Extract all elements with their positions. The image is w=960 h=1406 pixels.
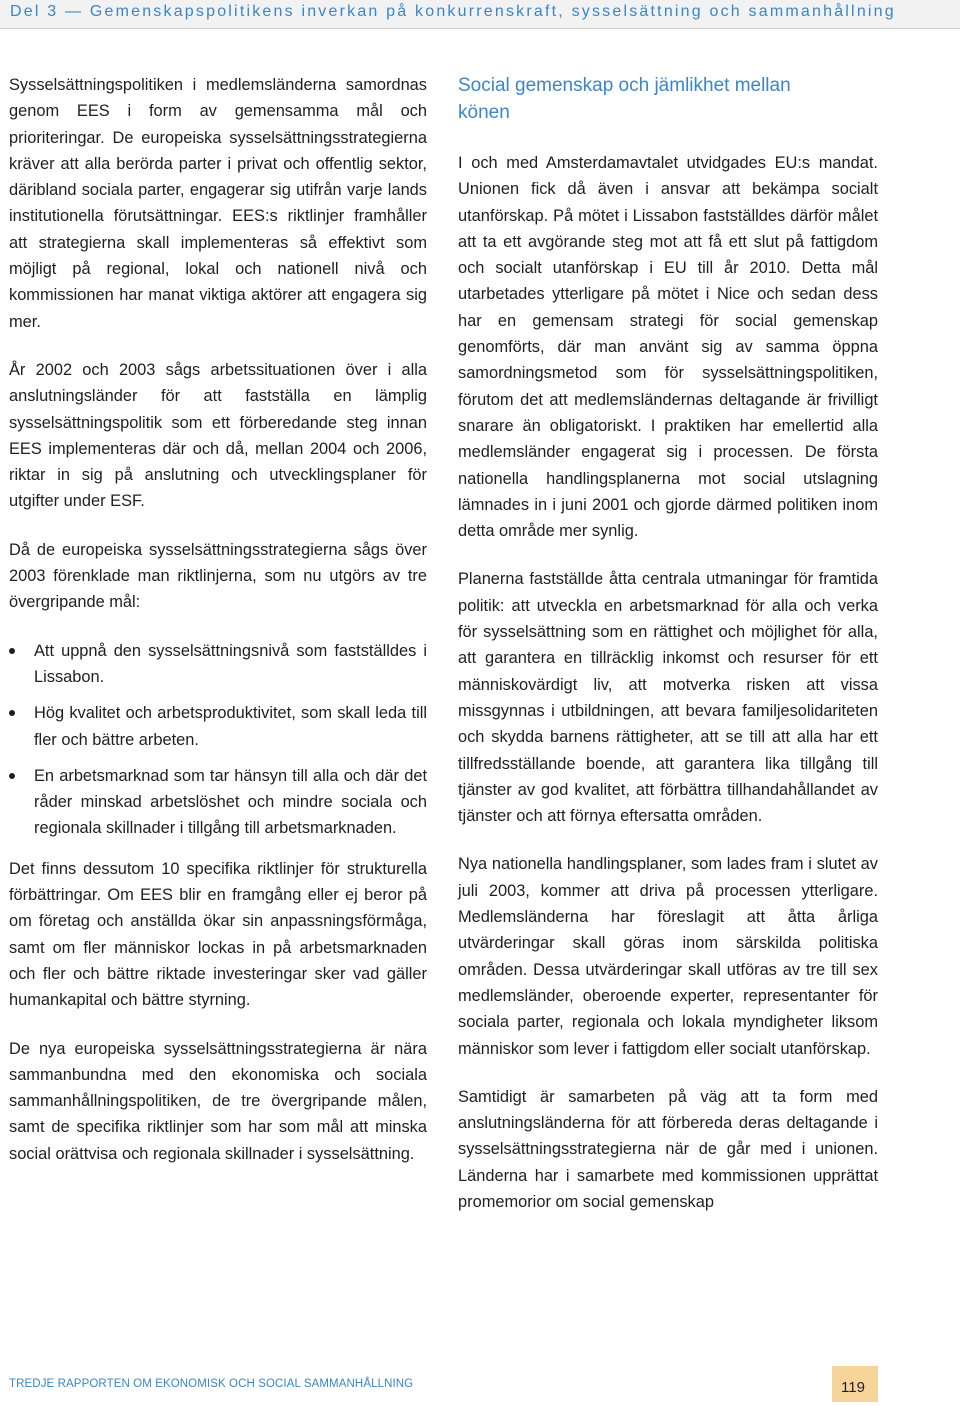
- header-divider: [0, 28, 960, 29]
- bullet-icon: [9, 710, 15, 716]
- goals-list: [9, 638, 427, 842]
- paragraph: Sysselsättningspolitiken i medlemsländerna samordnas genom EES i form av gemensamma mål och prioriteringar. De europeiska sysselsättningsstrategierna kräver att alla berörda parter i privat och offentlig sektor, däribland sociala parter, engagerar sig utifrån varje lands institutionella förutsättningar. EES:s riktlinjer framhåller att strategierna skall implementeras så effektivt som möjligt på regional, lokal och nationell nivå och kommissionen har manat viktiga aktörer att engagera sig mer.: [9, 76, 427, 331]
- paragraph: Planerna fastställde åtta centrala utmaningar för framtida politik: att utveckla en arbetsmarknad för alla och verka för sysselsättning som en rättighet och möjlighet för alla, att garantera en tillräcklig inkomst och resurser för ett människovärdigt liv, att motverka risken att vissa missgynnas i utbildningen, att bevara familjesolidariteten och skydda barnens rättigheter, att se till att alla har ett tillfredsställande boende, att garantera lika tillgång till tjänster av god kvalitet, att förbättra tillhandahållandet av tjänster och att förnya eftersatta områden.: [458, 570, 878, 826]
- bullet-icon: [9, 773, 15, 779]
- paragraph: Då de europeiska sysselsättningsstrategierna sågs över 2003 förenklade man riktlinjerna, som nu utgörs av tre övergripande mål:: [9, 540, 427, 612]
- list-item: [9, 700, 427, 753]
- bullet-icon: [9, 648, 15, 654]
- right-column: [458, 72, 878, 1215]
- page-number-badge: [832, 1366, 878, 1402]
- left-column: [9, 72, 427, 1167]
- paragraph: Samtidigt är samarbeten på väg att ta form med anslutningsländerna för att förbereda deras deltagande i sysselsättningsstrategierna när de går med i unionen. Länderna har i samarbete med kommissionen upprättat promemorior om social gemenskap: [458, 1087, 878, 1211]
- list-item: [9, 763, 427, 842]
- paragraph: Nya nationella handlingsplaner, som lades fram i slutet av juli 2003, kommer att driva på processen ytterligare. Medlemsländerna har föreslagit att åtta årliga utvärderingar skall göras inom särskilda politiska områden. Dessa utvärderingar skall utföras av tre till sex medlemsländer, oberoende experter, representanter för sociala parter, regionala och lokala myndigheter liksom människor som lever i fattigdom eller socialt utanförskap.: [458, 855, 878, 1058]
- paragraph: I och med Amsterdamavtalet utvidgades EU:s mandat. Unionen fick då även i ansvar att bekämpa socialt utanförskap. På mötet i Lissabon fastställdes därför målet att ta ett avgörande steg mot att få ett slut på fattigdom och socialt utanförskap i EU till år 2010. Detta mål utarbetades ytterligare på mötet i Nice och sedan dess har en gemensam strategi för social gemenskap genomförts, där man använt sig av samma öppna samordningsmetod som för sysselsättningspolitiken, förutom det att medlemsländernas deltagande är frivilligt snarare än obligatoriskt. I praktiken har emellertid alla medlemsländer engagerat sig i processen. De första nationella handlingsplanerna mot social utslagning lämnades in i juni 2001 och gjorde därmed politiken inom detta område mer synlig.: [458, 154, 878, 541]
- page-header: [0, 0, 960, 28]
- footer-report-title: TREDJE RAPPORTEN OM EKONOMISK OCH SOCIAL SAMMANHÅLLNING: [9, 1378, 414, 1390]
- paragraph: År 2002 och 2003 sågs arbetssituationen över i alla anslutningsländer för att fastställa en lämplig sysselsättningspolitik som ett förberedande steg innan EES implementeras där och då, mellan 2004 och 2006, riktar in sig på anslutning och utvecklingsplaner för utgifter under ESF.: [9, 360, 427, 511]
- list-item: [9, 638, 427, 691]
- goal-text: Att uppnå den sysselsättningsnivå som fastställdes i Lissabon.: [34, 641, 427, 686]
- chapter-title: Del 3 — Gemenskapspolitikens inverkan på konkurrenskraft, sysselsättning och sammanhållning: [10, 3, 896, 20]
- page-number: 119: [841, 1379, 865, 1396]
- goal-text: En arbetsmarknad som tar hänsyn till alla och där det råder minskad arbetslöshet och mindre sociala och regionala skillnader i tillgång till arbetsmarknaden.: [34, 766, 427, 838]
- goal-text: Hög kvalitet och arbetsproduktivitet, som skall leda till fler och bättre arbeten.: [34, 704, 427, 749]
- paragraph: De nya europeiska sysselsättningsstrategierna är nära sammanbundna med den ekonomiska och sociala sammanhållningspolitiken, de tre övergripande målen, samt de specifika riktlinjer som har som mål att minska social orättvisa och regionala skillnader i sysselsättning.: [9, 1039, 427, 1163]
- section-heading: Social gemenskap och jämlikhet mellan könen: [458, 75, 791, 123]
- paragraph: Det finns dessutom 10 specifika riktlinjer för strukturella förbättringar. Om EES blir en framgång eller ej beror på om företag och anställda ökar sin anpassningsförmåga, samt om fler människor lockas in på arbetsmarknaden och fler och bättre riktade investeringar sker vad gäller humankapital och bättre styrning.: [9, 859, 427, 1010]
